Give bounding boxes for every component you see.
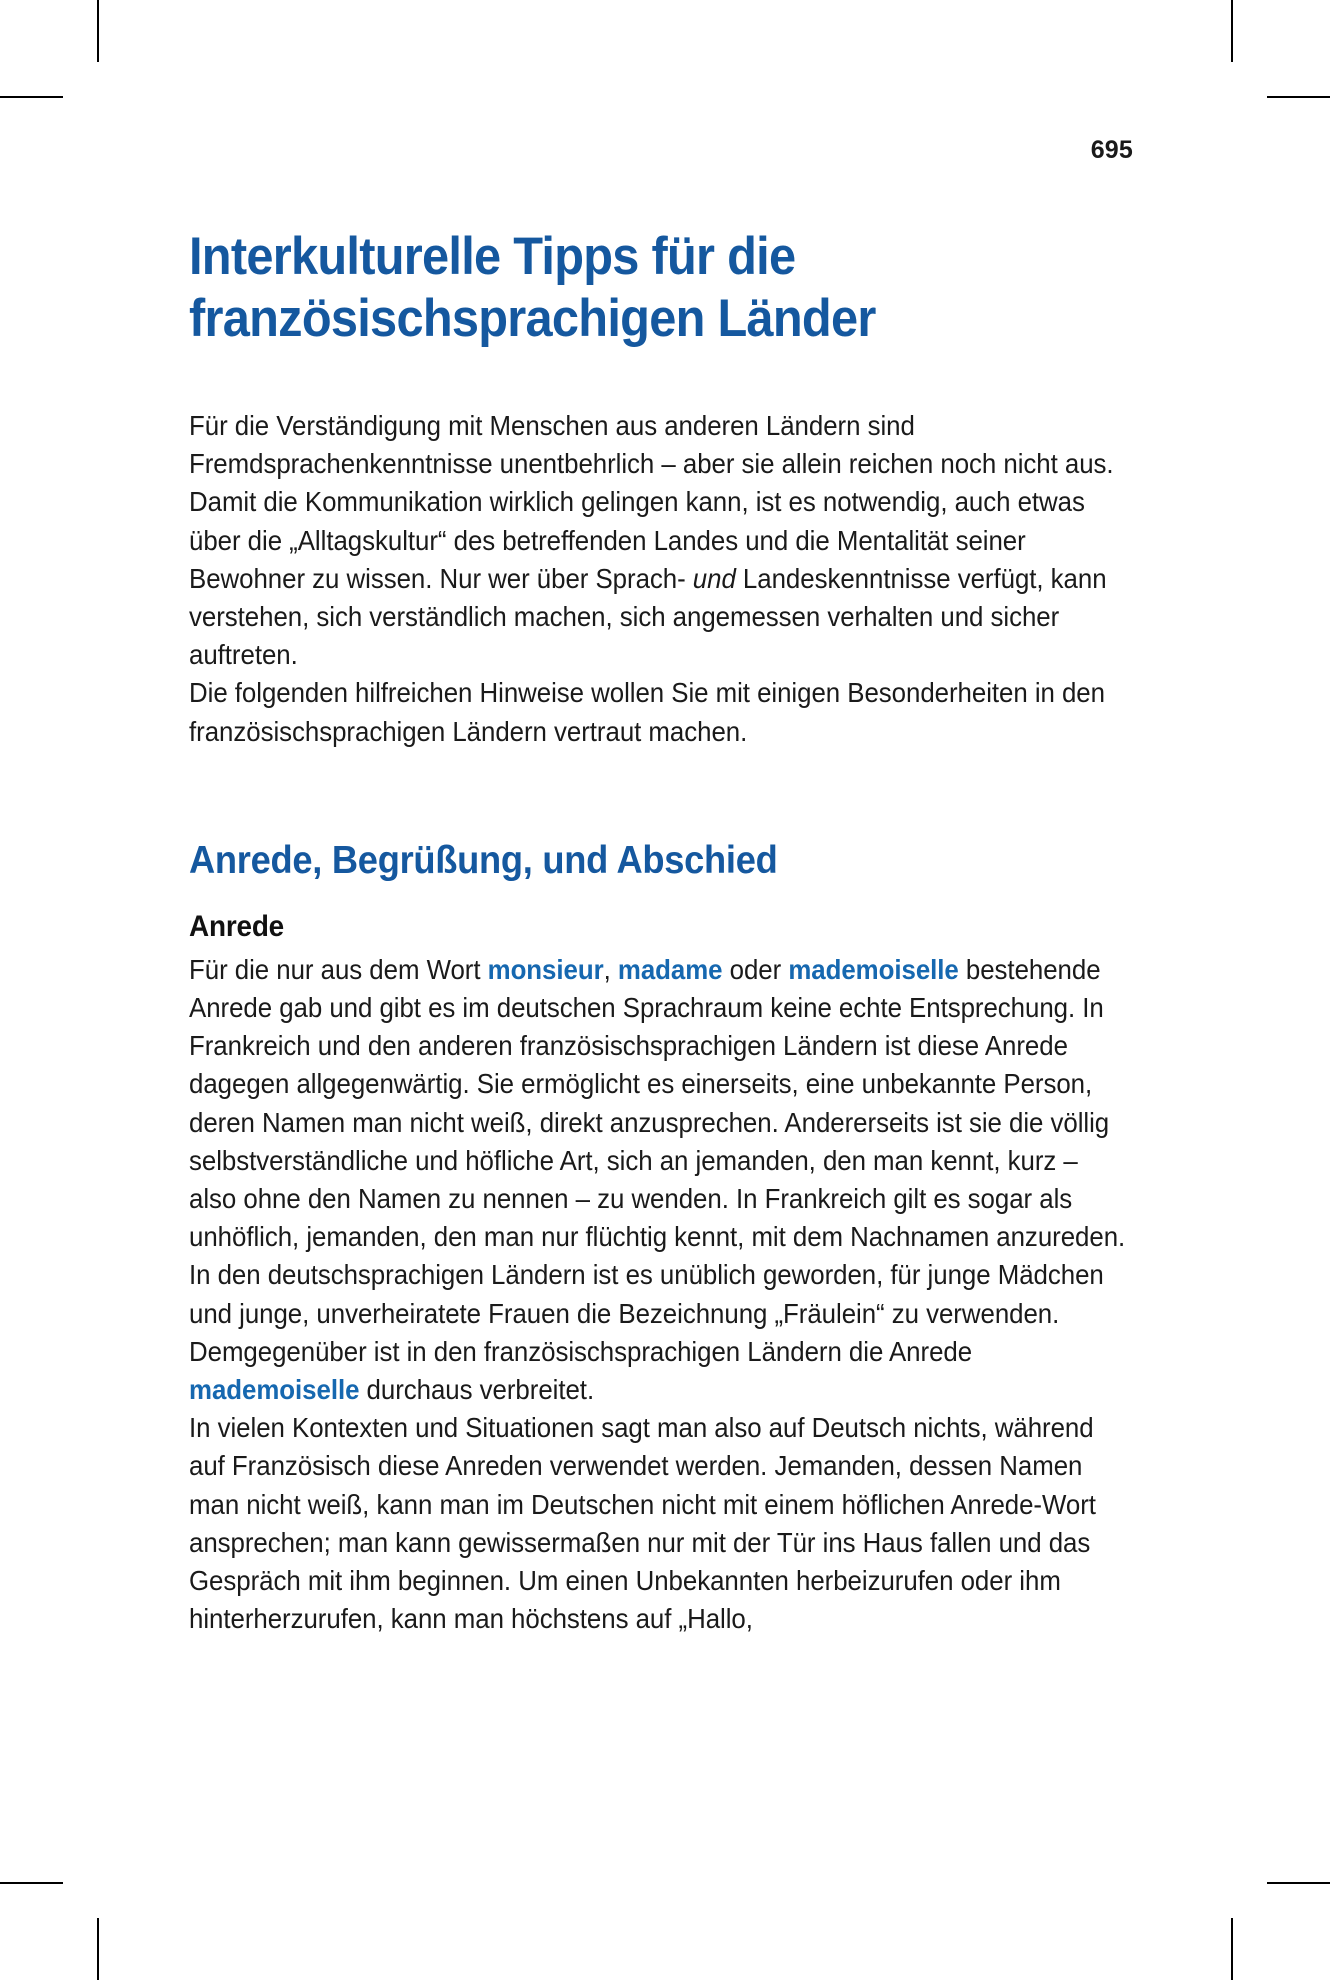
page-content — [189, 0, 1127, 1638]
body-p2-part-a: In den deutschsprachigen Ländern ist es unüblich geworden, für junge Mädchen und junge, unverheiratete Frauen die Bezeichnung „Fräulein“ zu verwenden. Demgegenüber ist in den französischsprachigen Ländern die Anrede — [189, 1259, 1104, 1367]
body-p1-part-a: Für die nur aus dem Wort — [189, 953, 488, 985]
body-p1-part-d: bestehende Anrede gab und gibt es im deutschen Sprachraum keine echte Entsprechung. In Frankreich und den anderen französischsprachigen Ländern ist diese Anrede dagegen allgegenwärtig. Sie ermöglicht es einerseits, eine unbekannte Person, deren Namen man nicht weiß, direkt anzusprechen. Andererseits ist sie die völlig selbstverständliche und höfliche Art, sich an jemanden, den man kennt, kurz – also ohne den Namen zu nennen – zu wenden. In Frankreich gilt es sogar als unhöflich, jemanden, den man nur flüchtig kennt, mit dem Nachnamen anzureden. — [189, 953, 1126, 1253]
page-title — [189, 0, 1127, 350]
body-paragraph-2 — [189, 1256, 1128, 1409]
intro-paragraph-2-part-b: Landeskenntnisse verfügt, kann verstehen, sich verständlich machen, sich angemessen verhalten und sicher auftreten. — [189, 562, 1107, 671]
body-p2-part-b: durchaus verbreitet. — [359, 1374, 595, 1406]
body-text-block — [189, 945, 1128, 1639]
intro-paragraph-2 — [189, 483, 1128, 674]
sub-heading-anrede: Anrede — [189, 909, 285, 943]
french-term-monsieur: monsieur — [487, 953, 604, 985]
intro-emphasis-und: und — [692, 562, 736, 594]
section-heading: Anrede, Begrüßung, und Abschied — [189, 838, 778, 882]
intro-paragraph-1: Für die Verständigung mit Menschen aus anderen Ländern sind Fremdsprachenkenntnisse unentbehrlich – aber sie allein reichen noch nicht aus. — [189, 410, 1114, 480]
body-paragraph-3: In vielen Kontexten und Situationen sagt man also auf Deutsch nichts, während auf Französisch diese Anreden verwendet werden. Jemanden, dessen Namen man nicht weiß, kann man im Deutschen nicht mit einem höflichen Anrede-Wort ansprechen; man kann gewissermaßen nur mit der Tür ins Haus fallen und das Gespräch mit ihm beginnen. Um einen Unbekannten herbeizurufen oder ihm hinterherzurufen, kann man höchstens auf „Hallo, — [189, 1412, 1096, 1635]
intro-text-block — [189, 350, 1128, 751]
body-p1-part-c: oder — [722, 953, 789, 985]
body-p1-part-b: , — [603, 953, 618, 985]
intro-paragraph-3: Die folgenden hilfreichen Hinweise wollen Sie mit einigen Besonderheiten in den französischsprachigen Ländern vertraut machen. — [189, 677, 1105, 747]
french-term-madame: madame — [617, 953, 723, 985]
french-term-mademoiselle-2: mademoiselle — [189, 1374, 360, 1406]
intro-paragraph-2-part-a: Damit die Kommunikation wirklich gelingen kann, ist es notwendig, auch etwas über die „Alltagskultur“ des betreffenden Landes und die Mentalität seiner Bewohner zu wissen. Nur wer über Sprach- — [189, 486, 1085, 594]
page-number: 695 — [1090, 136, 1133, 164]
page-title-line-1: Interkulturelle Tipps für die — [189, 227, 796, 286]
page-title-line-2: französischsprachigen Länder — [189, 289, 876, 348]
french-term-mademoiselle: mademoiselle — [788, 953, 959, 985]
body-paragraph-1 — [189, 951, 1128, 1257]
